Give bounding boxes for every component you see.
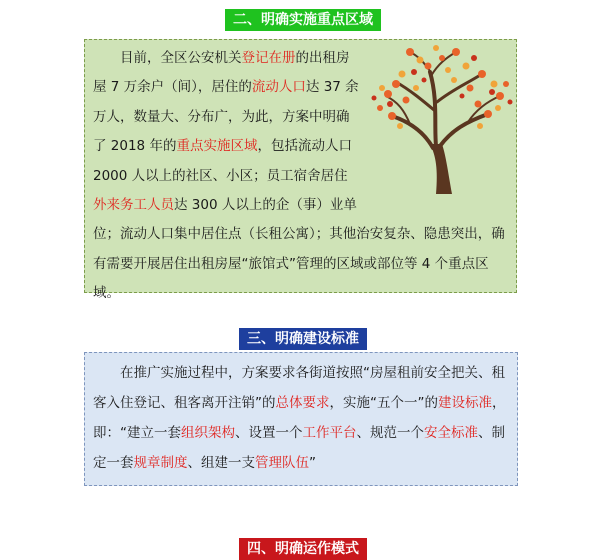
highlight-safety-standard: 安全标准 bbox=[424, 425, 478, 441]
text-segment: 的出租房屋 7 万余户（间），居住的 bbox=[93, 50, 350, 96]
highlight-key-areas: 重点实施区域 bbox=[176, 138, 258, 155]
text-segment: ，即：“建立一套 bbox=[93, 395, 506, 441]
section3-paragraph bbox=[93, 358, 513, 478]
section4-title: 四、明确运作模式 bbox=[239, 538, 367, 560]
highlight-rules: 规章制度 bbox=[133, 455, 188, 471]
text-segment: ，实施“五个一”的 bbox=[329, 395, 438, 411]
highlight-organization: 组织架构 bbox=[181, 425, 235, 441]
text-segment: 、设置一个 bbox=[235, 425, 303, 441]
highlight-work-platform: 工作平台 bbox=[302, 425, 357, 441]
highlight-construction-standard: 建设标准 bbox=[438, 395, 492, 411]
section3-content-box bbox=[84, 352, 518, 486]
text-segment: 、规范一个 bbox=[356, 425, 424, 441]
text-segment: 在推广实施过程中，方案要求各街道按照“房屋租前安全把关、租客入住登记、租客离开注销”的 bbox=[93, 365, 505, 411]
text-segment: ” bbox=[309, 455, 316, 471]
text-segment: ，包括流动人口 2000 人以上的社区、小区；员工宿舍居住 bbox=[93, 138, 352, 184]
text-segment: 目前，全区公安机关 bbox=[120, 50, 242, 66]
highlight-floating-population: 流动人口 bbox=[251, 79, 306, 96]
highlight-overall-requirements: 总体要求 bbox=[275, 395, 330, 411]
section3-title: 三、明确建设标准 bbox=[239, 328, 367, 350]
text-segment: 达 300 人以上的企（事）业单位；流动人口集中居住点（长租公寓）；其他治安复杂、隐患突出，确有需要开展居住出租房屋“旅馆式”管理的区域或部位等 4 个重点区域。 bbox=[93, 197, 505, 302]
highlight-migrant-workers: 外来务工人员 bbox=[93, 197, 174, 214]
text-segment: 达 37 余万人，数量大、分布广，为此，方案中明确了 2018 年的 bbox=[93, 79, 359, 155]
section2-paragraph bbox=[93, 44, 511, 309]
text-segment: 、组建一支 bbox=[187, 455, 255, 471]
section2-title: 二、明确实施重点区域 bbox=[225, 9, 381, 31]
text-segment: 、制定一套 bbox=[93, 425, 505, 471]
tree-illustration bbox=[365, 44, 517, 194]
highlight-management-team: 管理队伍 bbox=[255, 455, 309, 471]
highlight-registered: 登记在册 bbox=[241, 50, 296, 66]
section2-content-box bbox=[84, 39, 517, 302]
